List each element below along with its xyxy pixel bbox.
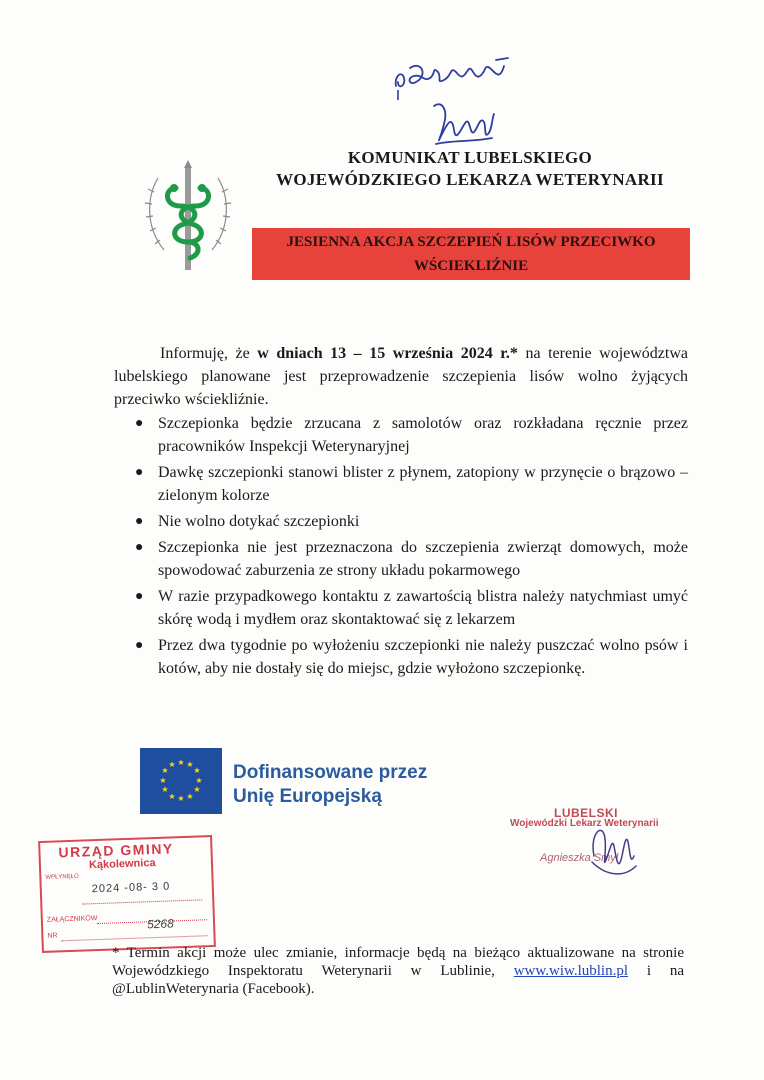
svg-text:★: ★ (193, 766, 201, 775)
document-title-line1: KOMUNIKAT LUBELSKIEGO (347, 148, 593, 167)
official-signature (584, 816, 640, 882)
list-item (114, 585, 688, 631)
registry-stamp-received-label: WPŁYNĘŁO (45, 873, 79, 881)
list-item (114, 461, 688, 507)
bullet-icon: ● (135, 540, 144, 555)
eu-funding-line2: Unię Europejską (233, 786, 382, 807)
intro-date-bold: w dniach 13 – 15 września 2024 r.* (257, 345, 518, 362)
list-item-text: Dawkę szczepionki stanowi blister z płynem, zatopiony w przynęcie o brązowo – zielonym kolorze (158, 464, 688, 504)
list-item-text: Nie wolno dotykać szczepionki (158, 513, 360, 530)
stamp-dotted-line (82, 899, 202, 904)
list-item-text: Szczepionka będzie zrzucana z samolotów oraz rozkładana ręcznie przez pracowników Inspekcji Weterynaryjnej (158, 415, 688, 455)
list-item (114, 510, 688, 533)
bullet-icon: ● (135, 638, 144, 653)
svg-text:★: ★ (168, 760, 176, 769)
svg-text:★: ★ (186, 760, 194, 769)
footnote-link[interactable]: www.wiw.lublin.pl (513, 963, 629, 979)
veterinary-caduceus-logo (140, 158, 236, 272)
svg-text:★: ★ (177, 758, 185, 767)
footnote-text: * Termin akcji może ulec zmianie, informacje będą na bieżąco aktualizowane na stronie Wojewódzkiego Inspektoratu Weterynarii w Lublinie, (112, 945, 684, 979)
eu-funding-line1: Dofinansowane przez (233, 762, 428, 783)
registry-stamp-date: 2024 -08- 3 0 (91, 880, 171, 896)
document-title-line2: WOJEWÓDZKIEGO LEKARZA WETERYNARII (276, 170, 664, 189)
official-stamp-title: LUBELSKI (554, 806, 618, 820)
registry-stamp-nr-label: NR (47, 932, 58, 940)
instructions-list (114, 412, 688, 683)
registry-stamp (38, 835, 216, 953)
intro-paragraph (114, 342, 688, 411)
registry-stamp-place: Kąkolewnica (88, 856, 156, 872)
svg-text:★: ★ (195, 776, 203, 785)
footnote (112, 944, 684, 998)
subject-banner-line1: JESIENNA AKCJA SZCZEPIEŃ LISÓW PRZECIWKO (286, 234, 656, 250)
registry-stamp-title: URZĄD GMINY (58, 840, 174, 861)
bullet-icon: ● (135, 416, 144, 431)
svg-text:★: ★ (161, 766, 169, 775)
official-stamp-role: Wojewódzki Lekarz Weterynarii (510, 818, 659, 829)
intro-text-start: Informuję, że (160, 345, 258, 362)
bullet-icon: ● (135, 589, 144, 604)
intro-text-end: na terenie województwa lubelskiego planowane jest przeprowadzenie szczepienia lisów wolno żyjących przeciwko wściekliźnie. (114, 345, 689, 408)
svg-text:★: ★ (186, 792, 194, 801)
list-item-text: Przez dwa tygodnie po wyłożeniu szczepionki nie należy puszczać wolno psów i kotów, aby nie dostały się do miejsc, gdzie wyłożono szczepionkę. (158, 637, 688, 677)
svg-text:★: ★ (177, 794, 185, 803)
bullet-icon: ● (135, 465, 144, 480)
svg-text:★: ★ (159, 776, 167, 785)
list-item-text: W razie przypadkowego kontaktu z zawartością blistra należy natychmiast umyć skórę wodą i mydłem oraz skontaktować się z lekarzem (158, 588, 688, 628)
svg-text:★: ★ (168, 792, 176, 801)
eu-flag-icon (140, 748, 222, 814)
signature-scrawl (428, 96, 496, 154)
subject-banner-line2: WŚCIEKLIŹNIE (413, 258, 529, 274)
svg-text:★: ★ (161, 785, 169, 794)
list-item (114, 412, 688, 458)
list-item (114, 634, 688, 680)
svg-text:★: ★ (193, 785, 201, 794)
list-item-text: Szczepionka nie jest przeznaczona do szczepienia zwierząt domowych, może spowodować zaburzenia ze strony układu pokarmowego (158, 539, 688, 579)
bullet-icon: ● (135, 514, 144, 529)
stamp-dotted-line (62, 935, 208, 941)
list-item (114, 536, 688, 582)
footnote-text-end: i na @LublinWeterynaria (Facebook). (112, 963, 684, 997)
official-stamp-name: Agnieszka Smyl (540, 852, 619, 864)
registry-stamp-attachments-label: ZAŁĄCZNIKÓW (46, 915, 98, 924)
registry-stamp-number: 5268 (146, 916, 175, 932)
